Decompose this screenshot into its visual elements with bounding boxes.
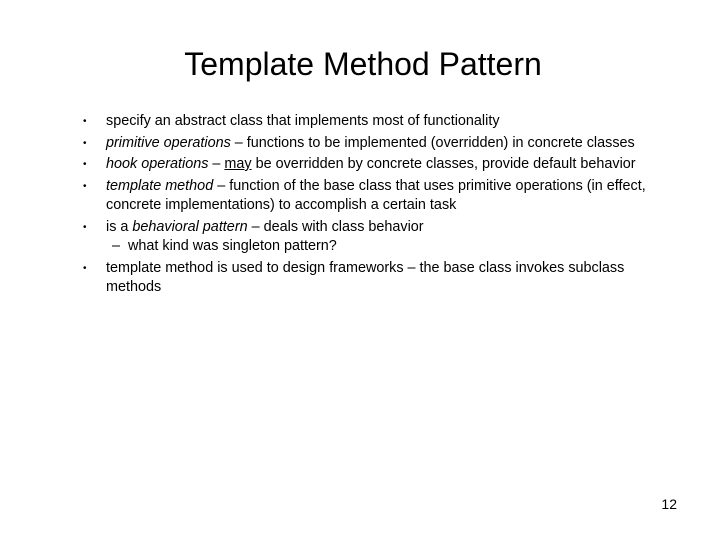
bullet-item-hook-operations: [0, 155, 670, 175]
bullet-text: – functions to be implemented (overridden) in concrete classes: [230, 134, 635, 151]
bullet-text: template method is used to design frameworks – the base class invokes subclass methods: [106, 259, 625, 295]
bullet-text: – deals with class behavior: [247, 218, 424, 235]
bullet-item-behavioral-pattern: [0, 218, 670, 257]
bullet-dot-icon: •: [83, 137, 87, 149]
bullet-dot-icon: •: [83, 116, 87, 127]
bullet-dot-icon: •: [83, 221, 87, 233]
bullet-list: [0, 112, 670, 300]
page-number: 12: [661, 496, 677, 512]
bullet-text-pre: –: [208, 156, 225, 172]
bullet-text-pre: is a: [106, 218, 133, 235]
bullet-item-abstract-class: [0, 112, 670, 132]
bullet-underlined-word: may: [224, 156, 252, 172]
sub-bullet-text: what kind was singleton pattern?: [128, 238, 337, 254]
bullet-dot-icon: •: [83, 159, 87, 170]
sub-bullet-dash: –: [112, 238, 121, 254]
bullet-text: – function of the base class that uses primitive operations (in effect, concrete implementations) to accomplish a certain task: [106, 177, 646, 213]
bullet-dot-icon: •: [83, 180, 87, 192]
bullet-dot-icon: •: [83, 262, 87, 274]
bullet-term: hook operations: [106, 156, 209, 172]
bullet-text: specify an abstract class that implements most of functionality: [106, 113, 500, 129]
sub-bullet-singleton-question: [106, 237, 670, 257]
bullet-item-primitive-operations: [0, 134, 670, 154]
bullet-item-frameworks: [0, 259, 670, 298]
bullet-item-template-method: [0, 177, 670, 216]
bullet-term: behavioral pattern: [132, 218, 248, 235]
bullet-text: be overridden by concrete classes, provide default behavior: [251, 156, 636, 172]
bullet-term: primitive operations: [106, 134, 231, 151]
bullet-term: template method: [106, 177, 214, 194]
slide-title: Template Method Pattern: [184, 46, 542, 82]
